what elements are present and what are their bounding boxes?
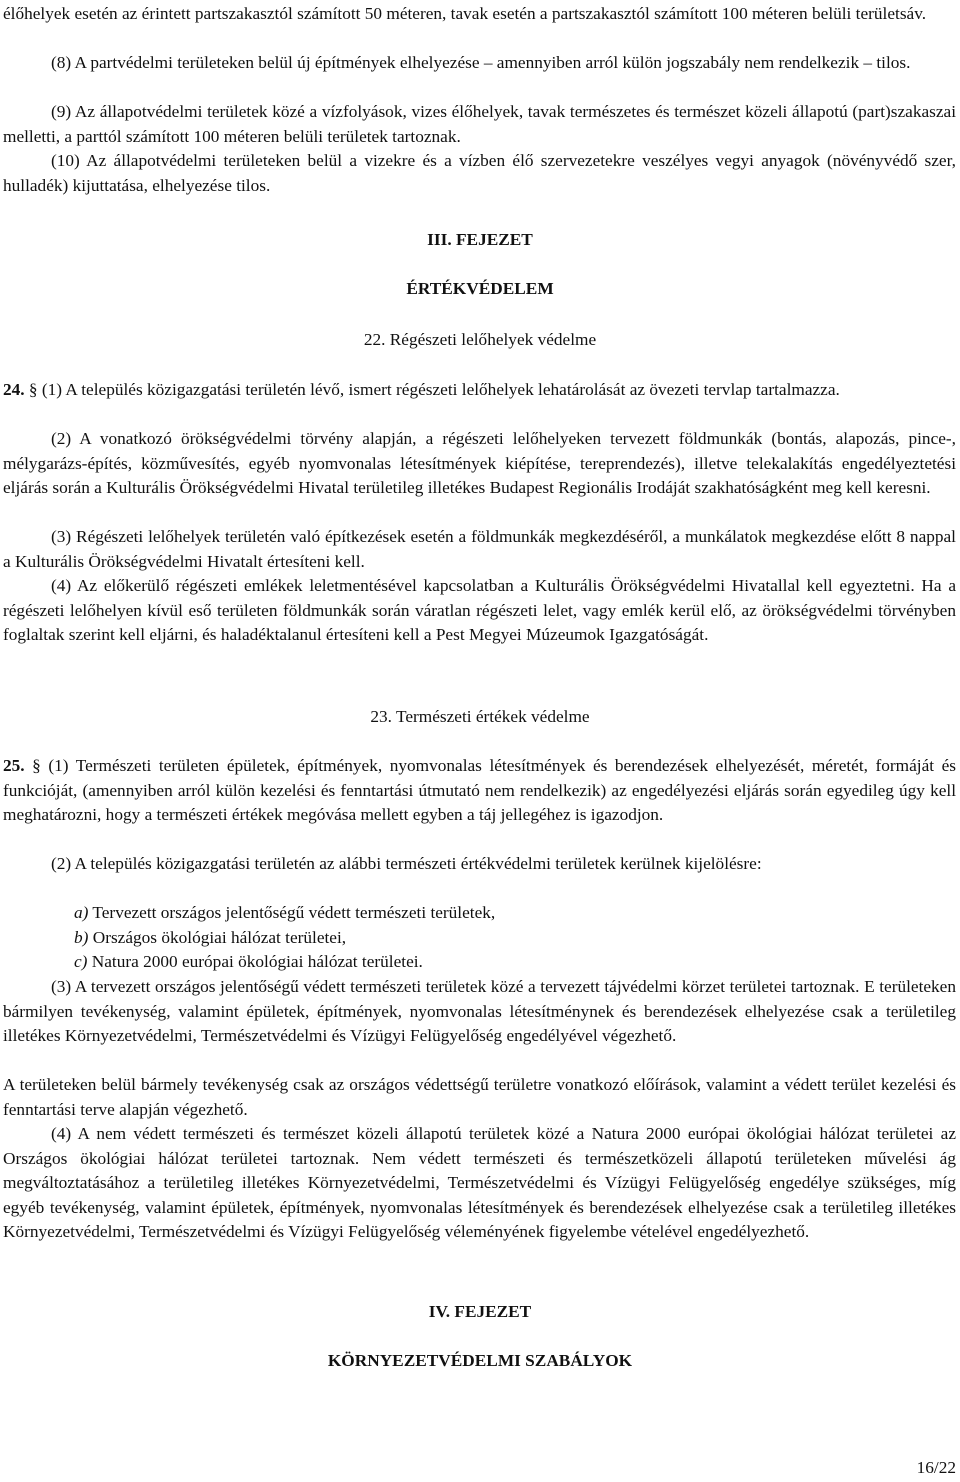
list-item-c	[74, 950, 423, 975]
chapter-title-3: ÉRTÉKVÉDELEM	[406, 279, 554, 298]
list-item-text: Tervezett országos jelentőségű védett természeti területek,	[88, 903, 496, 922]
paragraph-10: (10) Az állapotvédelmi területeken belül a vizekre és a vízben élő szervezetekre veszélyes vegyi anyagok (növényvédő szer, hulladék) kijuttatása, elhelyezése tilos.	[3, 151, 956, 195]
section-25-paragraph-4: (4) A nem védett természeti és természet közeli állapotú területek közé a Natura 2000 európai ökológiai hálózat területei az Országos ökológiai hálózat területei tartoznak. Nem védett természeti és természetközeli állapotú területeken művelési ág megváltoztatásához a területileg illetékes Környezetvédelmi, Természetvédelmi és Vízügyi Felügyelőség engedélye szükséges, míg egyéb tevékenység, valamint épületek, építmények, nyomvonalas létesítmények és berendezések elhelyezése csak a területileg illetékes Környezetvédelmi, Természetvédelmi és Vízügyi Felügyelőség véleményének figyelembe vételével engedélyezhető.	[3, 1124, 956, 1241]
section-24-text-1: § (1) A település közigazgatási területén lévő, ismert régészeti lelőhelyek lehatárolását az övezeti tervlap tartalmazza.	[24, 380, 840, 399]
section-25-paragraph-2: (2) A település közigazgatási területén az alábbi természeti értékvédelmi területek kerülnek kijelölésre:	[51, 854, 762, 873]
section-24-paragraph-1	[3, 378, 956, 403]
section-number-24: 24.	[3, 380, 25, 399]
list-item-a	[74, 901, 495, 926]
section-number-25: 25.	[3, 756, 25, 775]
chapter-heading-4: IV. FEJEZET	[428, 1302, 532, 1321]
paragraph-9: (9) Az állapotvédelmi területek közé a vízfolyások, vizes élőhelyek, tavak természetes és természet közeli állapotú (part)szakaszai melletti, a parttól számított 100 méteren belüli területek tartoznak.	[3, 102, 956, 146]
subsection-heading-22: 22. Régészeti lelőhelyek védelme	[363, 330, 597, 349]
list-item-text: Natura 2000 európai ökológiai hálózat területei.	[87, 952, 423, 971]
chapter-title-4: KÖRNYEZETVÉDELMI SZABÁLYOK	[327, 1351, 633, 1370]
section-25-paragraph-3b: A területeken belül bármely tevékenység csak az országos védettségű területre vonatkozó előírások, valamint a védett terület kezelési és fenntartási terve alapján végezhető.	[3, 1075, 956, 1119]
section-24-paragraph-4: (4) Az előkerülő régészeti emlékek leletmentésével kapcsolatban a Kulturális Örökségvédelmi Hivatallal kell egyeztetni. Ha a régészeti lelőhelyen kívül eső területen földmunkák során váratlan régészeti lelet, vagy emlék kerül elő, az örökségvédelmi törvényben foglaltak szerint kell eljárni, és haladéktalanul értesíteni kell a Pest Megyei Múzeumok Igazgatóságát.	[3, 576, 956, 644]
section-25-text-1: § (1) Természeti területen épületek, építmények, nyomvonalas létesítmények és berendezések elhelyezését, méretét, formáját és funkcióját, (amennyiben arról külön kezelési és fenntartási útmutató nem rendelkezik) az engedélyezési eljárás során egyedileg úgy kell meghatározni, hogy a természeti értékek megóvása mellett egyben a táj jellegéhez is igazodjon.	[3, 756, 956, 824]
subsection-heading-23: 23. Természeti értékek védelme	[370, 707, 590, 726]
paragraph-8: (8) A partvédelmi területeken belül új építmények elhelyezése – amennyiben arról külön jogszabály nem rendelkezik – tilos.	[51, 53, 911, 72]
section-25-paragraph-3: (3) A tervezett országos jelentőségű védett természeti területek közé a tervezett tájvédelmi körzet területei tartoznak. E területeken bármilyen tevékenység, valamint épületek, építmények, nyomvonalas létesítménynek és berendezések elhelyezése csak a területileg illetékes Környezetvédelmi, Természetvédelmi és Vízügyi Felügyelőség engedélyével végezhető.	[3, 977, 956, 1045]
page-number: 16/22	[916, 1458, 956, 1477]
list-marker: a)	[74, 903, 89, 922]
section-24-paragraph-2: (2) A vonatkozó örökségvédelmi törvény alapján, a régészeti lelőhelyeken tervezett földmunkák (bontás, alapozás, pince-, mélygarázs-építés, közművesítés, egyéb nyomvonalas létesítmények kiépítése, tereprendezés), illetve telekalakítás engedélyeztetési eljárás során a Kulturális Örökségvédelmi Hivatal területileg illetékes Budapest Regionális Irodáját szakhatóságként meg kell keresni.	[3, 429, 956, 497]
paragraph-continuation: élőhelyek esetén az érintett partszakasztól számított 50 méteren, tavak esetén a partszakasztól számított 100 méteren belüli területsáv.	[3, 4, 927, 23]
chapter-heading-3: III. FEJEZET	[427, 230, 533, 249]
list-marker: b)	[74, 928, 89, 947]
section-24-paragraph-3: (3) Régészeti lelőhelyek területén való építkezések esetén a földmunkák megkezdéséről, a munkálatok megkezdése előtt 8 nappal a Kulturális Örökségvédelmi Hivatalt értesíteni kell.	[3, 527, 956, 571]
list-marker: c)	[74, 952, 88, 971]
list-item-b	[74, 926, 346, 951]
section-25-paragraph-1	[3, 754, 956, 828]
list-item-text: Országos ökológiai hálózat területei,	[88, 928, 347, 947]
